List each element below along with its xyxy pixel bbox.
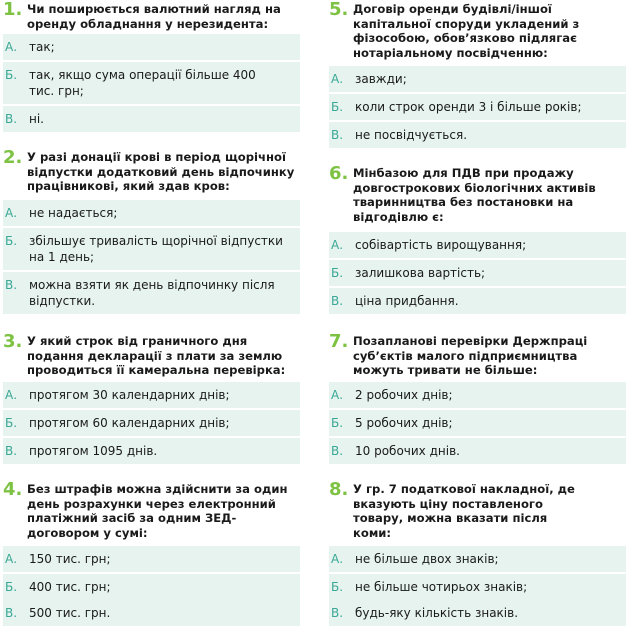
answer-option-c[interactable] xyxy=(3,106,300,132)
option-letter: А. xyxy=(5,40,18,54)
answer-option-b[interactable] xyxy=(329,94,626,120)
answer-option-b[interactable] xyxy=(329,574,626,600)
option-letter: А. xyxy=(331,388,344,402)
option-text: не надається; xyxy=(29,206,118,220)
answer-option-a[interactable] xyxy=(329,66,626,92)
option-letter: В. xyxy=(331,444,344,458)
option-text: 500 тис. грн. xyxy=(29,606,111,620)
option-letter: Б. xyxy=(5,580,18,594)
option-text: коли строк оренди 3 і більше років; xyxy=(355,100,582,114)
answer-option-c[interactable] xyxy=(3,272,300,314)
option-text: собівартість вирощування; xyxy=(355,238,527,252)
option-text: ні. xyxy=(29,112,44,126)
option-text: 150 тис. грн; xyxy=(29,552,111,566)
option-text: ціна придбання. xyxy=(355,294,459,308)
answer-option-c[interactable] xyxy=(329,288,626,314)
option-letter: Б. xyxy=(331,580,344,594)
option-letter: В. xyxy=(331,606,344,620)
option-letter: В. xyxy=(5,606,18,620)
option-text: протягом 30 календарних днів; xyxy=(29,388,230,402)
question-number: 7. xyxy=(329,331,349,352)
option-letter: А. xyxy=(331,552,344,566)
question-number: 3. xyxy=(3,331,23,352)
answer-option-b[interactable] xyxy=(3,62,300,104)
answer-option-a[interactable] xyxy=(3,382,300,408)
option-text: протягом 1095 днів. xyxy=(29,444,158,458)
option-letter: Б. xyxy=(5,416,18,430)
question-3 xyxy=(3,331,300,458)
answer-option-a[interactable] xyxy=(3,34,300,60)
option-text: збільшує тривалість щорічної відпустки на 1 день; xyxy=(29,234,283,264)
question-number: 1. xyxy=(3,0,23,20)
question-2 xyxy=(3,147,300,308)
option-text: не більше чотирьох знаків; xyxy=(355,580,528,594)
question-text: Без штрафів можна здійснити за один день розрахунки через електронний платіжний засіб за одним ЗЕД-договором у сумі: xyxy=(27,482,288,540)
answer-option-c[interactable] xyxy=(329,600,626,626)
option-letter: В. xyxy=(5,112,18,126)
option-text: будь-яку кількість знаків. xyxy=(355,606,519,620)
option-text: залишкова вартість; xyxy=(355,266,486,280)
option-letter: Б. xyxy=(5,234,18,248)
answer-option-a[interactable] xyxy=(3,200,300,226)
question-7 xyxy=(329,331,626,458)
option-text: так, якщо сума операції більше 400 тис. грн; xyxy=(29,68,256,98)
answer-option-c[interactable] xyxy=(329,122,626,148)
option-text: можна взяти як день відпочинку після відпустки. xyxy=(29,278,275,308)
option-text: 2 робочих днів; xyxy=(355,388,453,402)
option-letter: В. xyxy=(331,128,344,142)
option-letter: А. xyxy=(331,72,344,86)
option-letter: А. xyxy=(331,238,344,252)
answer-option-a[interactable] xyxy=(329,232,626,258)
question-text: Позапланові перевірки Держпраці суб’єктів малого підприємництва можуть тривати не більше: xyxy=(353,334,588,377)
question-text: У гр. 7 податкової накладної, де вказують ціну поставленого товару, можна вказати після коми: xyxy=(353,482,575,540)
option-text: не більше двох знаків; xyxy=(355,552,499,566)
option-text: протягом 60 календарних днів; xyxy=(29,416,230,430)
question-number: 5. xyxy=(329,0,349,20)
option-letter: В. xyxy=(5,444,18,458)
question-text: Чи поширюється валютний нагляд на оренду обладнання у нерезидента: xyxy=(27,2,281,31)
question-1 xyxy=(3,0,300,126)
question-5 xyxy=(329,0,626,142)
answer-option-c[interactable] xyxy=(3,600,300,626)
question-8 xyxy=(329,479,626,620)
question-4 xyxy=(3,479,300,620)
option-text: не посвідчується. xyxy=(355,128,468,142)
option-letter: А. xyxy=(5,206,18,220)
option-letter: Б. xyxy=(331,100,344,114)
answer-option-c[interactable] xyxy=(329,438,626,464)
answer-option-b[interactable] xyxy=(329,260,626,286)
option-letter: А. xyxy=(5,552,18,566)
option-letter: Б. xyxy=(331,416,344,430)
question-text: У разі донації крові в період щорічної відпустки додатковий день відпочинку працівникові, який здав кров: xyxy=(27,150,295,193)
question-number: 4. xyxy=(3,479,23,500)
answer-option-b[interactable] xyxy=(3,410,300,436)
option-text: 10 робочих днів. xyxy=(355,444,460,458)
answer-option-a[interactable] xyxy=(329,382,626,408)
option-letter: В. xyxy=(331,294,344,308)
answer-option-a[interactable] xyxy=(3,546,300,572)
option-letter: Б. xyxy=(331,266,344,280)
question-number: 8. xyxy=(329,479,349,500)
question-text: У який строк від граничного дня подання декларації з плати за землю проводиться її камеральна перевірка: xyxy=(27,334,286,377)
option-letter: А. xyxy=(5,388,18,402)
question-number: 2. xyxy=(3,147,23,168)
answer-option-a[interactable] xyxy=(329,546,626,572)
answer-option-b[interactable] xyxy=(3,574,300,600)
answer-option-c[interactable] xyxy=(3,438,300,464)
answer-option-b[interactable] xyxy=(329,410,626,436)
option-letter: В. xyxy=(5,278,18,292)
question-text: Мінбазою для ПДВ при продажу довгострокових біологічних активів тваринництва без постановки на відгодівлю є: xyxy=(353,166,596,224)
option-letter: Б. xyxy=(5,68,18,82)
option-text: 400 тис. грн; xyxy=(29,580,111,594)
option-text: так; xyxy=(29,40,55,54)
question-6 xyxy=(329,163,626,308)
option-text: 5 робочих днів; xyxy=(355,416,453,430)
answer-option-b[interactable] xyxy=(3,228,300,270)
option-text: завжди; xyxy=(355,72,407,86)
question-number: 6. xyxy=(329,163,349,184)
question-text: Договір оренди будівлі/іншої капітальної споруди укладений з фізособою, обов’язково підлягає нотаріальному посвідченню: xyxy=(353,2,580,60)
